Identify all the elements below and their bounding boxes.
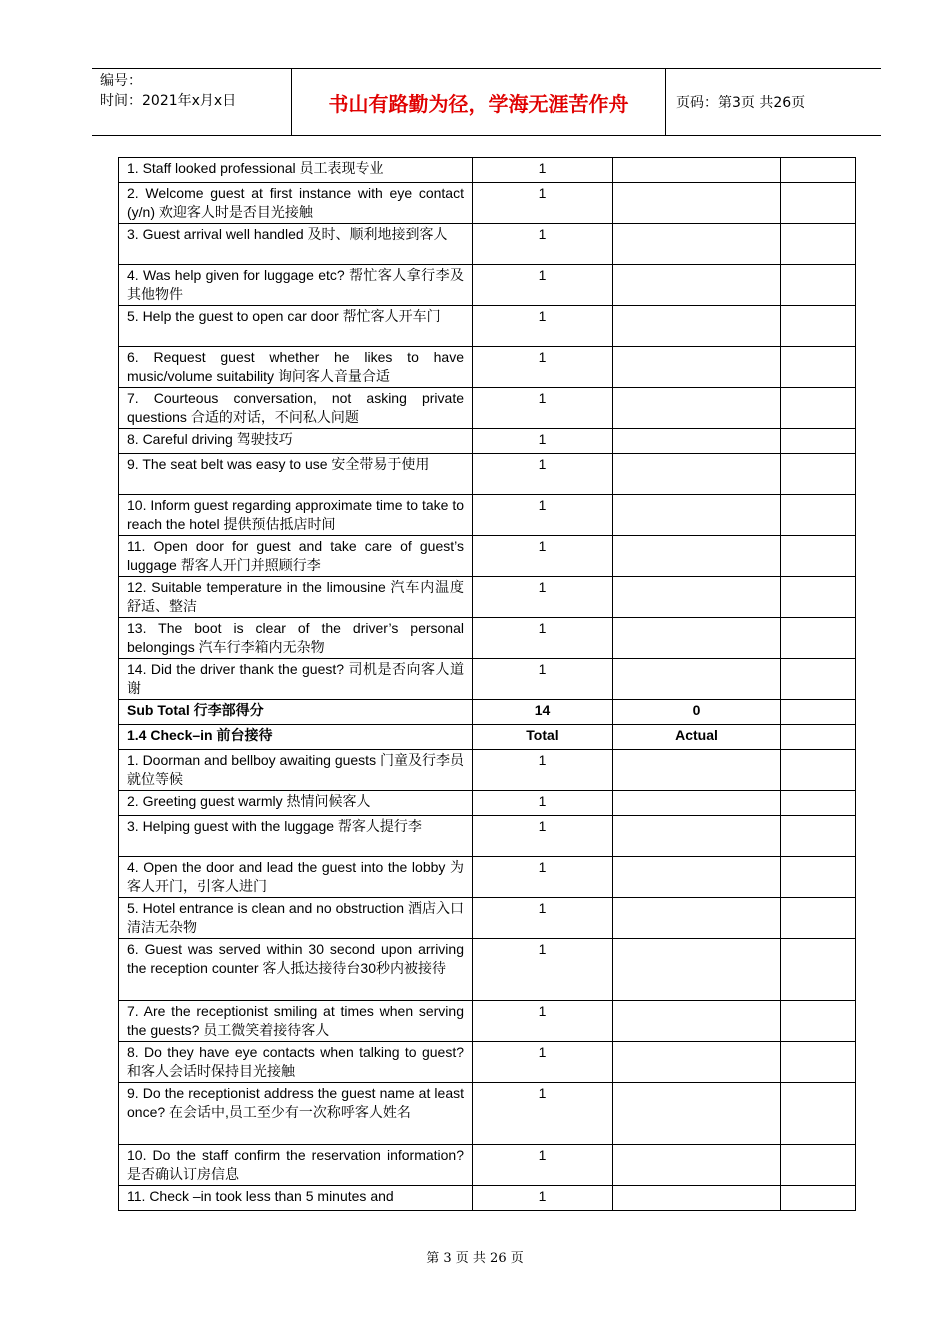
- total-cell: 1: [473, 791, 613, 816]
- header-meta: [92, 69, 292, 135]
- total-cell: 1: [473, 816, 613, 857]
- total-cell: 1: [473, 750, 613, 791]
- item-cell: Sub Total 行李部得分: [119, 700, 473, 725]
- actual-cell: [613, 388, 781, 429]
- actual-cell: [613, 265, 781, 306]
- actual-cell: [613, 857, 781, 898]
- actual-cell: Actual: [613, 725, 781, 750]
- note-cell: [781, 265, 856, 306]
- total-cell: 1: [473, 183, 613, 224]
- item-cell: 7. Courteous conversation, not asking private questions 合适的对话，不问私人问题: [119, 388, 473, 429]
- actual-cell: [613, 536, 781, 577]
- item-cell: 10. Inform guest regarding approximate time to take to reach the hotel 提供预估抵店时间: [119, 495, 473, 536]
- table-row: [119, 816, 856, 857]
- note-cell: [781, 429, 856, 454]
- actual-cell: [613, 1083, 781, 1145]
- actual-cell: [613, 577, 781, 618]
- table-row: [119, 347, 856, 388]
- actual-cell: [613, 791, 781, 816]
- item-cell: 12. Suitable temperature in the limousine 汽车内温度舒适、整洁: [119, 577, 473, 618]
- total-cell: 1: [473, 495, 613, 536]
- item-cell: 6. Request guest whether he likes to have music/volume suitability 询问客人音量合适: [119, 347, 473, 388]
- item-cell: 1.4 Check–in 前台接待: [119, 725, 473, 750]
- item-cell: 3. Helping guest with the luggage 帮客人提行李: [119, 816, 473, 857]
- actual-cell: [613, 618, 781, 659]
- total-cell: 14: [473, 700, 613, 725]
- actual-cell: [613, 750, 781, 791]
- table-row: [119, 429, 856, 454]
- item-cell: 1. Staff looked professional 员工表现专业: [119, 158, 473, 183]
- note-cell: [781, 659, 856, 700]
- table-row: [119, 750, 856, 791]
- item-cell: 2. Welcome guest at first instance with eye contact (y/n) 欢迎客人时是否目光接触: [119, 183, 473, 224]
- page-header: [92, 68, 881, 136]
- actual-cell: [613, 158, 781, 183]
- table-row: [119, 898, 856, 939]
- note-cell: [781, 306, 856, 347]
- note-cell: [781, 536, 856, 577]
- actual-cell: [613, 429, 781, 454]
- item-cell: 9. The seat belt was easy to use 安全带易于使用: [119, 454, 473, 495]
- note-cell: [781, 388, 856, 429]
- table-row: [119, 536, 856, 577]
- table-row: [119, 618, 856, 659]
- item-cell: 9. Do the receptionist address the guest name at least once? 在会话中,员工至少有一次称呼客人姓名: [119, 1083, 473, 1145]
- note-cell: [781, 495, 856, 536]
- item-cell: 14. Did the driver thank the guest? 司机是否向客人道谢: [119, 659, 473, 700]
- total-cell: 1: [473, 577, 613, 618]
- total-cell: 1: [473, 347, 613, 388]
- document-time-label: 时间：2021年x月x日: [100, 93, 237, 109]
- header-motto: 书山有路勤为径，学海无涯苦作舟: [292, 69, 666, 135]
- actual-cell: [613, 183, 781, 224]
- total-cell: 1: [473, 898, 613, 939]
- table-row: [119, 1186, 856, 1211]
- item-cell: 7. Are the receptionist smiling at times when serving the guests? 员工微笑着接待客人: [119, 1001, 473, 1042]
- total-cell: 1: [473, 265, 613, 306]
- item-cell: 2. Greeting guest warmly 热情问候客人: [119, 791, 473, 816]
- note-cell: [781, 939, 856, 1001]
- actual-cell: [613, 1186, 781, 1211]
- table-row: [119, 939, 856, 1001]
- checklist-table: [118, 157, 856, 1211]
- note-cell: [781, 700, 856, 725]
- total-cell: 1: [473, 659, 613, 700]
- item-cell: 5. Help the guest to open car door 帮忙客人开车门: [119, 306, 473, 347]
- table-row: [119, 577, 856, 618]
- document-number-label: 编号：: [100, 73, 142, 89]
- item-cell: 4. Open the door and lead the guest into the lobby 为客人开门，引客人进门: [119, 857, 473, 898]
- note-cell: [781, 725, 856, 750]
- total-cell: 1: [473, 857, 613, 898]
- total-cell: 1: [473, 454, 613, 495]
- table-row: [119, 791, 856, 816]
- total-cell: 1: [473, 158, 613, 183]
- table-row: [119, 265, 856, 306]
- total-cell: 1: [473, 388, 613, 429]
- actual-cell: [613, 224, 781, 265]
- note-cell: [781, 1083, 856, 1145]
- item-cell: 8. Careful driving 驾驶技巧: [119, 429, 473, 454]
- note-cell: [781, 454, 856, 495]
- table-row: [119, 454, 856, 495]
- table-row: [119, 1042, 856, 1083]
- table-row: [119, 183, 856, 224]
- actual-cell: [613, 939, 781, 1001]
- item-cell: 11. Check –in took less than 5 minutes and: [119, 1186, 473, 1211]
- total-cell: 1: [473, 429, 613, 454]
- note-cell: [781, 224, 856, 265]
- table-header-row: [119, 700, 856, 725]
- actual-cell: [613, 347, 781, 388]
- note-cell: [781, 898, 856, 939]
- table-row: [119, 224, 856, 265]
- table-header-row: [119, 725, 856, 750]
- actual-cell: [613, 495, 781, 536]
- actual-cell: [613, 454, 781, 495]
- actual-cell: [613, 816, 781, 857]
- total-cell: 1: [473, 536, 613, 577]
- item-cell: 5. Hotel entrance is clean and no obstruction 酒店入口清洁无杂物: [119, 898, 473, 939]
- item-cell: 8. Do they have eye contacts when talking to guest? 和客人会话时保持目光接触: [119, 1042, 473, 1083]
- total-cell: 1: [473, 306, 613, 347]
- table-row: [119, 1083, 856, 1145]
- item-cell: 11. Open door for guest and take care of guest’s luggage 帮客人开门并照顾行李: [119, 536, 473, 577]
- note-cell: [781, 1001, 856, 1042]
- total-cell: 1: [473, 618, 613, 659]
- total-cell: 1: [473, 1186, 613, 1211]
- actual-cell: [613, 659, 781, 700]
- item-cell: 3. Guest arrival well handled 及时、顺利地接到客人: [119, 224, 473, 265]
- table-row: [119, 1001, 856, 1042]
- total-cell: 1: [473, 1042, 613, 1083]
- table-row: [119, 857, 856, 898]
- note-cell: [781, 1186, 856, 1211]
- actual-cell: [613, 1145, 781, 1186]
- note-cell: [781, 183, 856, 224]
- total-cell: 1: [473, 1001, 613, 1042]
- checklist-body: [119, 158, 856, 1211]
- note-cell: [781, 577, 856, 618]
- note-cell: [781, 1042, 856, 1083]
- table-row: [119, 659, 856, 700]
- total-cell: Total: [473, 725, 613, 750]
- table-row: [119, 306, 856, 347]
- total-cell: 1: [473, 1145, 613, 1186]
- table-row: [119, 388, 856, 429]
- table-row: [119, 1145, 856, 1186]
- item-cell: 10. Do the staff confirm the reservation information? 是否确认订房信息: [119, 1145, 473, 1186]
- total-cell: 1: [473, 224, 613, 265]
- actual-cell: [613, 898, 781, 939]
- table-row: [119, 495, 856, 536]
- item-cell: 4. Was help given for luggage etc? 帮忙客人拿行李及其他物件: [119, 265, 473, 306]
- actual-cell: [613, 1001, 781, 1042]
- total-cell: 1: [473, 939, 613, 1001]
- total-cell: 1: [473, 1083, 613, 1145]
- note-cell: [781, 750, 856, 791]
- item-cell: 13. The boot is clear of the driver’s personal belongings 汽车行李箱内无杂物: [119, 618, 473, 659]
- table-row: [119, 158, 856, 183]
- note-cell: [781, 347, 856, 388]
- note-cell: [781, 857, 856, 898]
- note-cell: [781, 158, 856, 183]
- actual-cell: 0: [613, 700, 781, 725]
- note-cell: [781, 618, 856, 659]
- page-footer: 第 3 页 共 26 页: [426, 1251, 524, 1266]
- note-cell: [781, 816, 856, 857]
- item-cell: 6. Guest was served within 30 second upon arriving the reception counter 客人抵达接待台30秒内被接待: [119, 939, 473, 1001]
- item-cell: 1. Doorman and bellboy awaiting guests 门童及行李员就位等候: [119, 750, 473, 791]
- header-page-number: 页码：第3页 共26页: [676, 95, 806, 111]
- note-cell: [781, 1145, 856, 1186]
- note-cell: [781, 791, 856, 816]
- actual-cell: [613, 1042, 781, 1083]
- actual-cell: [613, 306, 781, 347]
